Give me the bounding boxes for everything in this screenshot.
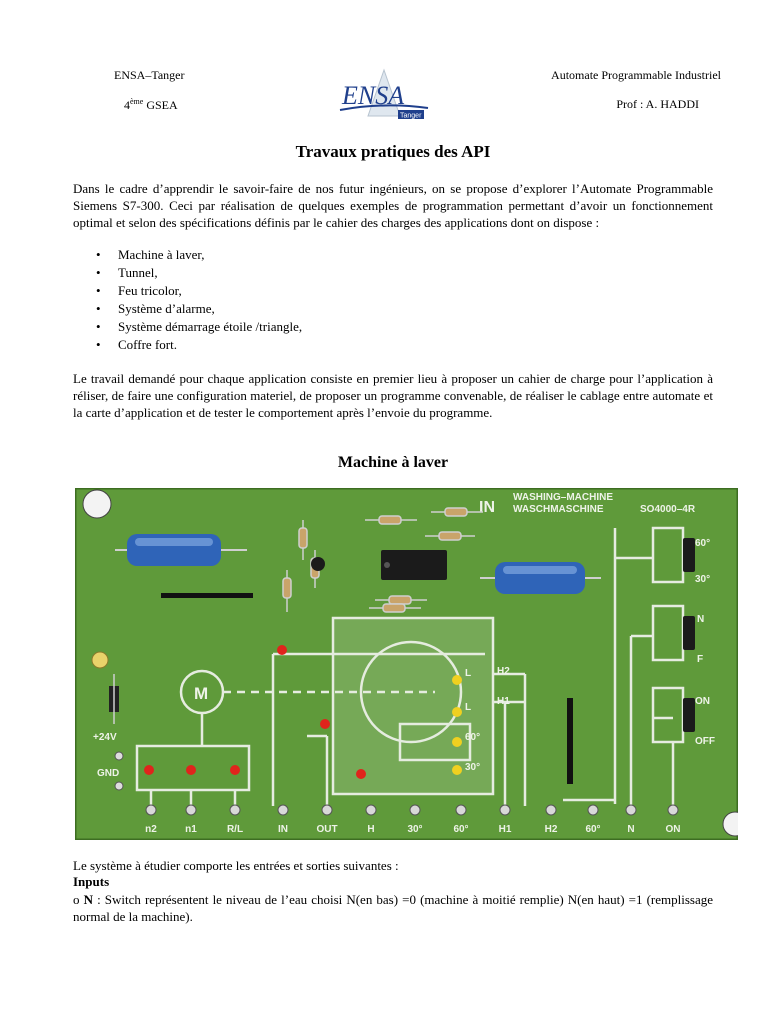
switch3-bottom: OFF: [695, 736, 715, 747]
io-intro: Le système à étudier comporte les entrées et sorties suivantes :: [73, 858, 399, 873]
logo-sub: Tanger: [400, 112, 422, 120]
temp-label-60: 60°: [465, 732, 481, 743]
terminal-label: 60°: [453, 824, 469, 835]
terminal-label: R/L: [226, 824, 244, 835]
input-prefix: o: [73, 892, 84, 907]
terminal-label: n2: [145, 824, 157, 835]
logo-text: ENSA: [342, 81, 405, 110]
terminal-label: 30°: [407, 824, 423, 835]
page-title: Travaux pratiques des API: [295, 142, 491, 161]
level-label-h2: H2: [497, 666, 510, 677]
name-en-label: WASHING–MACHINE: [513, 492, 614, 503]
list-item: • Coffre fort.: [96, 336, 302, 354]
intro-paragraph: Dans le cadre d’apprendir le savoir-faire de nos futur ingénieurs, on se propose d’explorer l’Automate Programmable Siemens S7-300. Ceci par réalisation de quelques exemples de programmation permettant d’avoir un fonctionnement optimal et selon des spécifications définis par le cahier des charges des applications dont on dispose :: [73, 181, 713, 230]
terminal-label: OUT: [316, 824, 338, 835]
header-school: ENSA–Tanger: [114, 68, 185, 82]
list-item: • Tunnel,: [96, 264, 302, 282]
header-course: Automate Programmable Industriel: [551, 68, 721, 82]
switch2-bottom: F: [697, 654, 704, 665]
terminal-label: H: [367, 824, 375, 835]
capacitor-right: [480, 562, 601, 594]
applications-list: [96, 246, 302, 354]
header-class: [124, 97, 178, 113]
switch2-top: N: [697, 614, 705, 625]
ic-chip: [381, 550, 447, 580]
class-prefix: 4: [124, 98, 130, 112]
work-paragraph: Le travail demandé pour chaque application consiste en premier lieu à proposer un cahier de charge pour l’application à réliser, de faire une configuration materiel, de proposer un programme convenable, de réaliser le cablage entre automate et la carte d’application et de tester le comportement après l’envoie du programme.: [73, 371, 713, 420]
list-item: • Machine à laver,: [96, 246, 302, 264]
switch1-bottom: 30°: [695, 574, 711, 585]
inputs-heading: Inputs: [73, 874, 110, 889]
input-n-description: [73, 891, 713, 925]
ground-label: GND: [97, 768, 120, 779]
temp-label-30: 30°: [465, 762, 481, 773]
list-item: • Feu tricolor,: [96, 282, 302, 300]
ensa-logo: [338, 68, 430, 122]
section-title: Machine à laver: [337, 454, 449, 471]
header-professor: Prof : A. HADDI: [616, 97, 699, 111]
input-name: N: [83, 892, 93, 907]
level-label-l2: L: [465, 702, 472, 713]
level-label-h1: H1: [497, 696, 510, 707]
terminal-label: 60°: [585, 824, 601, 835]
class-suffix: GSEA: [143, 98, 178, 112]
terminal-label: H2: [544, 824, 558, 835]
terminal-label: n1: [185, 824, 197, 835]
input-text: : Switch représentent le niveau de l’eau choisi N(en bas) =0 (machine à moitié remplie) N(en haut) =1 (remplissage normal de la machine).: [73, 892, 713, 924]
brand-label: IN: [479, 499, 495, 516]
terminal-label: ON: [665, 824, 681, 835]
list-item: • Système démarrage étoile /triangle,: [96, 318, 302, 336]
list-item: • Système d’alarme,: [96, 300, 302, 318]
class-sup: ème: [130, 97, 144, 106]
name-de-label: WASCHMASCHINE: [513, 504, 604, 515]
terminal-label: IN: [278, 824, 288, 835]
model-label: SO4000–4R: [640, 504, 696, 515]
motor-label: M: [194, 684, 209, 703]
terminal-label: H1: [498, 824, 512, 835]
switch1-top: 60°: [695, 538, 711, 549]
level-label-l1: L: [465, 668, 472, 679]
switch3-top: ON: [695, 696, 710, 707]
supply-label: +24V: [93, 732, 117, 743]
terminal-label: N: [627, 824, 635, 835]
washing-machine-board: [75, 488, 738, 840]
